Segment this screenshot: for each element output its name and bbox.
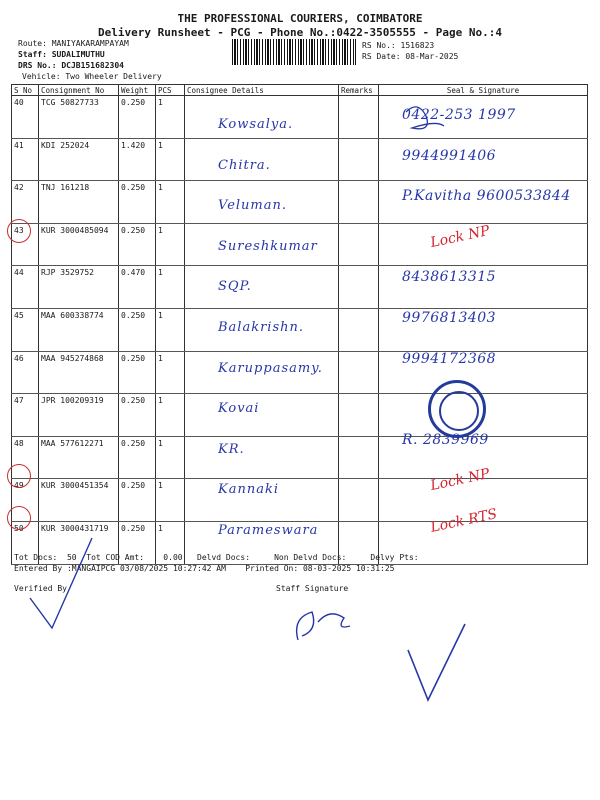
serial-number-cell: 40 bbox=[12, 96, 39, 139]
serial-number-cell: 42 bbox=[12, 181, 39, 224]
large-check-mark-icon bbox=[408, 624, 465, 700]
weight-cell: 0.250 bbox=[119, 181, 156, 224]
weight-cell: 0.470 bbox=[119, 266, 156, 309]
weight-cell: 0.250 bbox=[119, 96, 156, 139]
pcs-cell: 1 bbox=[156, 479, 185, 522]
runsheet-title: Delivery Runsheet - PCG - Phone No.:0422-3505555 - Page No.:4 bbox=[98, 26, 502, 39]
pcs-cell: 1 bbox=[156, 351, 185, 394]
consignment-number-cell: TCG 50827733 bbox=[39, 96, 119, 139]
column-header: Consignment No bbox=[39, 85, 119, 96]
consignee-handwriting: Chitra. bbox=[218, 157, 271, 173]
entered-by-line: Entered By :MANGAIPCG 03/08/2025 10:27:42 AM Printed On: 08-03-2025 10:31:25 bbox=[14, 564, 395, 573]
consignee-handwriting: Veluman. bbox=[218, 198, 288, 214]
signature-handwriting: R. 2839969 bbox=[402, 431, 489, 448]
rs-date: RS Date: 08-Mar-2025 bbox=[362, 52, 459, 61]
consignment-number-cell: TNJ 161218 bbox=[39, 181, 119, 224]
serial-number-cell: 49 bbox=[12, 479, 39, 522]
serial-number-cell: 44 bbox=[12, 266, 39, 309]
weight-cell: 0.250 bbox=[119, 223, 156, 266]
route: Route: MANIYAKARAMPAYAM bbox=[18, 39, 129, 48]
weight-cell: 0.250 bbox=[119, 394, 156, 437]
column-header: S No bbox=[12, 85, 39, 96]
serial-number-cell: 47 bbox=[12, 394, 39, 437]
consignment-number-cell: MAA 600338774 bbox=[39, 308, 119, 351]
serial-number-cell: 41 bbox=[12, 138, 39, 181]
weight-cell: 0.250 bbox=[119, 308, 156, 351]
red-remark-handwriting: Lock RTS bbox=[429, 506, 499, 536]
weight-cell: 1.420 bbox=[119, 138, 156, 181]
signature-handwriting: 9994172368 bbox=[402, 350, 497, 367]
signature-handwriting: 9944991406 bbox=[402, 147, 497, 164]
pcs-cell: 1 bbox=[156, 521, 185, 564]
weight-cell: 0.250 bbox=[119, 479, 156, 522]
signature-scribble bbox=[406, 107, 444, 129]
pcs-cell: 1 bbox=[156, 266, 185, 309]
consignee-handwriting: Balakrishn. bbox=[218, 320, 305, 335]
pcs-cell: 1 bbox=[156, 308, 185, 351]
serial-number-cell: 43 bbox=[12, 223, 39, 266]
pcs-cell: 1 bbox=[156, 138, 185, 181]
signature-handwriting: 9976813403 bbox=[402, 310, 497, 326]
column-header: Seal & Signature bbox=[379, 85, 588, 96]
signature-handwriting: 0422-253 1997 bbox=[402, 107, 516, 123]
staff-signature-label: Staff Signature bbox=[276, 584, 349, 593]
consignment-number-cell: KUR 3000485094 bbox=[39, 223, 119, 266]
consignment-number-cell: KUR 3000451354 bbox=[39, 479, 119, 522]
consignee-handwriting: Parameswara bbox=[218, 523, 319, 538]
pcs-cell: 1 bbox=[156, 181, 185, 224]
weight-cell: 0.250 bbox=[119, 436, 156, 479]
signature-handwriting: P.Kavitha 9600533844 bbox=[402, 188, 571, 205]
serial-number-cell: 48 bbox=[12, 436, 39, 479]
serial-number-cell: 45 bbox=[12, 308, 39, 351]
consignee-handwriting: Karuppasamy. bbox=[218, 360, 323, 376]
serial-number-cell: 46 bbox=[12, 351, 39, 394]
consignee-handwriting: SQP. bbox=[218, 279, 252, 295]
consignee-handwriting: Sureshkumar bbox=[218, 238, 318, 254]
consignee-handwriting: Kovai bbox=[218, 401, 260, 417]
column-header: Consignee Details bbox=[185, 85, 339, 96]
consignment-number-cell: KDI 252024 bbox=[39, 138, 119, 181]
consignment-number-cell: MAA 945274868 bbox=[39, 351, 119, 394]
vehicle: Vehicle: Two Wheeler Delivery bbox=[22, 72, 162, 81]
red-remark-handwriting: Lock NP bbox=[428, 466, 492, 495]
red-remark-handwriting: Lock NP bbox=[428, 222, 492, 251]
consignee-handwriting: Kannaki bbox=[218, 482, 279, 498]
verified-by-label: Verified By bbox=[14, 584, 67, 593]
consignment-number-cell: JPR 100209319 bbox=[39, 394, 119, 437]
totals-line: Tot Docs: 50 Tot COD Amt: 0.00 Delvd Docs: Non Delvd Docs: Delvy Pts: bbox=[14, 553, 419, 562]
pcs-cell: 1 bbox=[156, 394, 185, 437]
weight-cell: 0.250 bbox=[119, 521, 156, 564]
rs-number: RS No.: 1516823 bbox=[362, 41, 435, 50]
consignee-handwriting: Kowsalya. bbox=[218, 117, 294, 132]
column-header: Remarks bbox=[339, 85, 379, 96]
pcs-cell: 1 bbox=[156, 436, 185, 479]
staff: Staff: SUDALIMUTHU bbox=[18, 50, 105, 59]
consignee-handwriting: KR. bbox=[218, 441, 245, 457]
consignment-number-cell: RJP 3529752 bbox=[39, 266, 119, 309]
pcs-cell: 1 bbox=[156, 96, 185, 139]
drs-number: DRS No.: DCJB151682304 bbox=[18, 61, 124, 70]
signature-handwriting: 8438613315 bbox=[402, 269, 497, 286]
column-header: Weight bbox=[119, 85, 156, 96]
consignment-number-cell: MAA 577612271 bbox=[39, 436, 119, 479]
weight-cell: 0.250 bbox=[119, 351, 156, 394]
company-name: THE PROFESSIONAL COURIERS, COIMBATORE bbox=[177, 12, 423, 25]
column-header: PCS bbox=[156, 85, 185, 96]
serial-number-cell: 50 bbox=[12, 521, 39, 564]
check-mark-icon bbox=[30, 538, 92, 628]
pcs-cell: 1 bbox=[156, 223, 185, 266]
staff-signature-scribble bbox=[297, 612, 350, 640]
consignment-number-cell: KUR 3000431719 bbox=[39, 521, 119, 564]
